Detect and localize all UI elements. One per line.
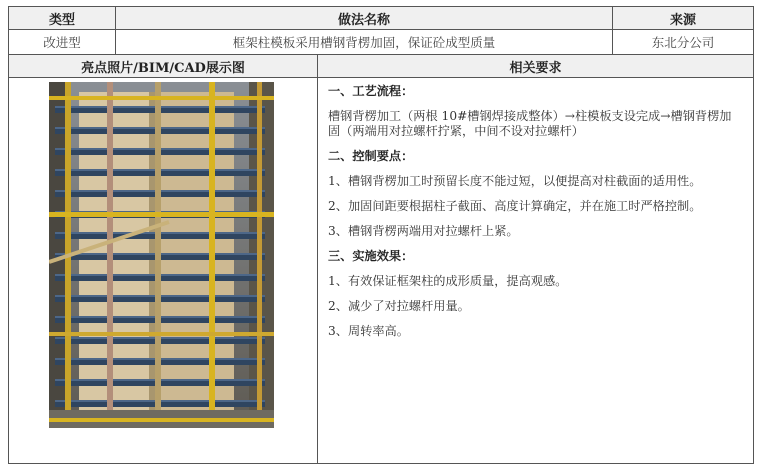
requirement-heading: 二、控制要点：: [328, 149, 414, 163]
document-sheet: [8, 6, 753, 451]
requirement-heading: 三、实施效果：: [328, 249, 414, 263]
header-source: 来源: [613, 7, 754, 30]
data-row: [9, 30, 754, 55]
requirement-text: 3、周转率高。: [328, 324, 409, 338]
construction-photo: [49, 82, 274, 428]
photo-cell: [9, 78, 318, 464]
subheader-requirements: 相关要求: [318, 55, 754, 78]
subheader-row: [9, 55, 754, 78]
subheader-photo: 亮点照片/BIM/CAD展示图: [9, 55, 318, 78]
requirement-text: 1、槽钢背楞加工时预留长度不能过短，以便提高对柱截面的适用性。: [328, 174, 702, 188]
requirement-text: 3、槽钢背楞两端用对拉螺杆上紧。: [328, 224, 519, 238]
requirement-heading: 一、工艺流程：: [328, 84, 414, 98]
cell-type: 改进型: [9, 30, 116, 55]
requirement-text: 槽钢背楞加工（两根 10#槽钢焊接成整体）→柱模板支设完成→槽钢背楞加固（两端用对拉螺杆拧紧，中间不设对拉螺杆）: [328, 109, 732, 138]
requirement-text: 1、有效保证框架柱的成形质量，提高观感。: [328, 274, 568, 288]
requirements-list: [328, 84, 743, 339]
spec-table: [8, 6, 754, 464]
cell-method-name: 框架柱模板采用槽钢背楞加固，保证砼成型质量: [116, 30, 613, 55]
header-type: 类型: [9, 7, 116, 30]
requirement-text: 2、加固间距要根据柱子截面、高度计算确定，并在施工时严格控制。: [328, 199, 702, 213]
header-row: [9, 7, 754, 30]
requirement-text: 2、减少了对拉螺杆用量。: [328, 299, 470, 313]
content-row: [9, 78, 754, 464]
header-method-name: 做法名称: [116, 7, 613, 30]
cell-source: 东北分公司: [613, 30, 754, 55]
requirements-cell: [318, 78, 754, 464]
